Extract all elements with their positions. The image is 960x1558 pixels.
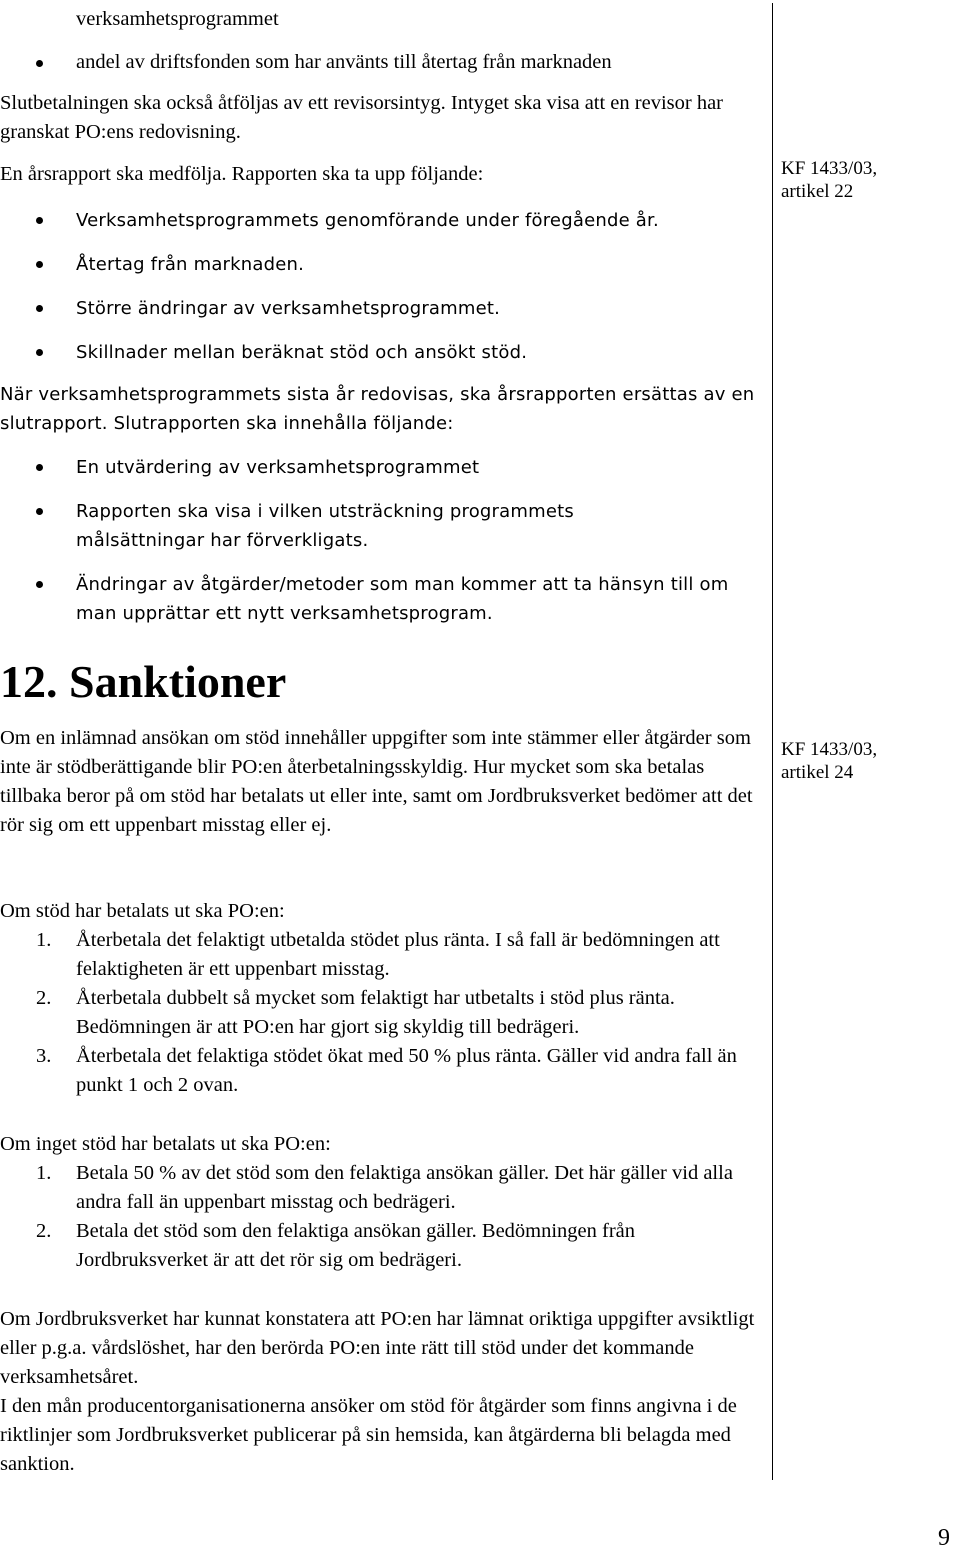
margin-note-reference: KF 1433/03,	[781, 739, 878, 760]
list-item-text: En utvärdering av verksamhetsprogrammet	[76, 457, 480, 478]
annual-report-intro: En årsrapport ska medfölja. Rapporten ska ta upp följande:	[0, 163, 484, 185]
item-text: Betala det stöd som den felaktiga ansökan gäller. Bedömningen från Jordbruksverket är att det rör sig om bedrägeri.	[76, 1220, 636, 1271]
list-item-text: Rapporten ska visa i vilken utsträckning programmets målsättningar har förverkligats.	[76, 501, 574, 551]
bullet-icon	[36, 305, 43, 312]
numbered-item	[0, 984, 768, 1042]
margin-note-article: artikel 22	[781, 181, 854, 202]
sanctions-intro-paragraph: Om en inlämnad ansökan om stöd innehåller uppgifter som inte stämmer eller åtgärder som inte är stödberättigande blir PO:en återbetalningsskyldig. Hur mycket som ska betalas tillbaka beror på om stöd har betalats ut eller inte, samt om Jordbruksverket bedömer att det rör sig om ett uppenbart misstag eller ej.	[0, 727, 753, 836]
list-item	[0, 497, 696, 555]
numbered-item	[0, 1159, 764, 1217]
section-heading: 12. Sanktioner	[0, 656, 287, 707]
item-number: 1.	[36, 1162, 52, 1184]
margin-note-article-24	[781, 738, 877, 784]
list-item-fund	[0, 48, 768, 77]
final-report-intro: När verksamhetsprogrammets sista år redovisas, ska årsrapporten ersättas av en slutrapport. Slutrapporten ska innehålla följande:	[0, 384, 755, 434]
list-item	[0, 453, 764, 482]
final-report-list	[0, 453, 764, 628]
list-item-text: Återtag från marknaden.	[76, 254, 305, 275]
list-item-text: Skillnader mellan beräknat stöd och ansökt stöd.	[76, 342, 528, 363]
closing-paragraph-1: Om Jordbruksverket har kunnat konstatera att PO:en har lämnat oriktiga uppgifter avsiktligt eller p.g.a. vårdslöshet, har den berörda PO:en inte rätt till stöd under det kommande verksamhetsåret.	[0, 1308, 755, 1388]
item-text: Återbetala det felaktigt utbetalda stödet plus ränta. I så fall är bedömningen att felaktigheten är ett uppenbart misstag.	[76, 929, 720, 980]
list-item-text: Större ändringar av verksamhetsprogrammet.	[76, 298, 501, 319]
list-item	[0, 206, 764, 250]
bullet-icon	[36, 581, 43, 588]
numbered-item	[0, 1217, 764, 1275]
item-number: 2.	[36, 1220, 52, 1242]
bullet-icon	[36, 464, 43, 471]
numbered-item	[0, 1042, 768, 1100]
bullet-icon	[36, 217, 43, 224]
final-payment-paragraph: Slutbetalningen ska också åtföljas av ett revisorsintyg. Intyget ska visa att en revisor har granskat PO:ens redovisning.	[0, 92, 724, 143]
unpaid-intro: Om inget stöd har betalats ut ska PO:en:	[0, 1133, 331, 1155]
numbered-item	[0, 926, 768, 984]
bullet-icon	[36, 349, 43, 356]
bullet-icon	[36, 261, 43, 268]
margin-note-reference: KF 1433/03,	[781, 158, 878, 179]
item-number: 2.	[36, 987, 52, 1009]
list-item	[0, 250, 764, 294]
item-text: Återbetala dubbelt så mycket som felaktigt har utbetalts i stöd plus ränta. Bedömningen är att PO:en har gjort sig skyldig till bedrägeri.	[76, 987, 675, 1038]
page-number: 9	[938, 1525, 950, 1551]
item-text: Betala 50 % av det stöd som den felaktiga ansökan gäller. Det här gäller vid alla andra fall än uppenbart misstag och bedrägeri.	[76, 1162, 733, 1213]
unpaid-list	[0, 1159, 764, 1275]
paid-list	[0, 926, 768, 1100]
margin-divider-line	[772, 3, 773, 1480]
paid-intro: Om stöd har betalats ut ska PO:en:	[0, 900, 285, 922]
margin-note-article: artikel 24	[781, 762, 854, 783]
list-item	[0, 294, 764, 338]
list-item-text: andel av driftsfonden som har använts till återtag från marknaden	[76, 51, 612, 73]
bullet-icon	[36, 60, 43, 67]
margin-note-article-22	[781, 157, 877, 203]
bullet-icon	[36, 508, 43, 515]
item-number: 3.	[36, 1045, 52, 1067]
list-item-text: Verksamhetsprogrammets genomförande under föregående år.	[76, 210, 659, 231]
item-number: 1.	[36, 929, 52, 951]
list-item-text: Ändringar av åtgärder/metoder som man kommer att ta hänsyn till om man upprättar ett nytt verksamhetsprogram.	[76, 574, 729, 624]
annual-report-list	[0, 206, 764, 382]
closing-paragraph-2: I den mån producentorganisationerna ansöker om stöd för åtgärder som finns angivna i de riktlinjer som Jordbruksverket publicerar på sin hemsida, kan åtgärderna bli belagda med sanktion.	[0, 1395, 737, 1475]
list-item	[0, 570, 764, 628]
item-text: Återbetala det felaktiga stödet ökat med 50 % plus ränta. Gäller vid andra fall än punkt 1 och 2 ovan.	[76, 1045, 737, 1096]
list-item	[0, 338, 764, 382]
continuation-text: verksamhetsprogrammet	[76, 8, 279, 30]
